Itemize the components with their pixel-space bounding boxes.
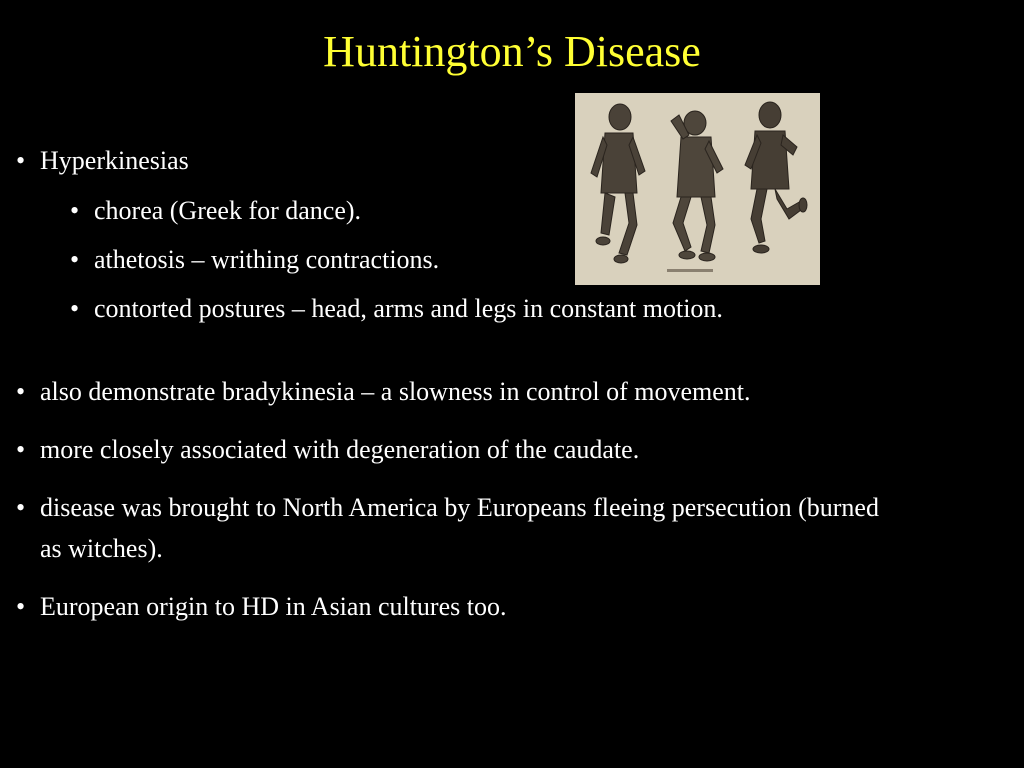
bullet-dot: • [16,377,26,406]
sub-bullet-chorea [70,190,362,231]
bullet-text: chorea (Greek for dance). [94,196,362,225]
dancing-boys-engraving [575,93,820,285]
chorea-illustration [575,93,820,285]
bullet-text: disease was brought to North America by Europeans fleeing persecution (burned as witches). [40,493,879,563]
bullet-hyperkinesias [16,140,189,181]
bullet-dot: • [70,196,80,225]
bullet-dot: • [16,435,26,464]
bullet-dot: • [70,294,80,323]
bullet-dot: • [16,493,26,522]
bullet-caudate [16,429,640,470]
bullet-north-america [16,487,880,569]
bullet-text: athetosis – writhing contractions. [94,245,440,274]
slide-title: Huntington’s Disease [323,27,701,76]
bullet-text: Hyperkinesias [40,146,189,175]
bullet-text: more closely associated with degeneration of the caudate. [40,435,640,464]
bullet-bradykinesia [16,371,751,412]
sub-bullet-contorted-postures [70,288,723,329]
bullet-text: contorted postures – head, arms and legs in constant motion. [94,294,723,323]
bullet-text: also demonstrate bradykinesia – a slowness in control of movement. [40,377,751,406]
bullet-asian-cultures [16,586,507,627]
bullet-dot: • [16,592,26,621]
bullet-dot: • [16,146,26,175]
bullet-dot: • [70,245,80,274]
bullet-text: European origin to HD in Asian cultures too. [40,592,507,621]
sub-bullet-athetosis [70,239,440,280]
